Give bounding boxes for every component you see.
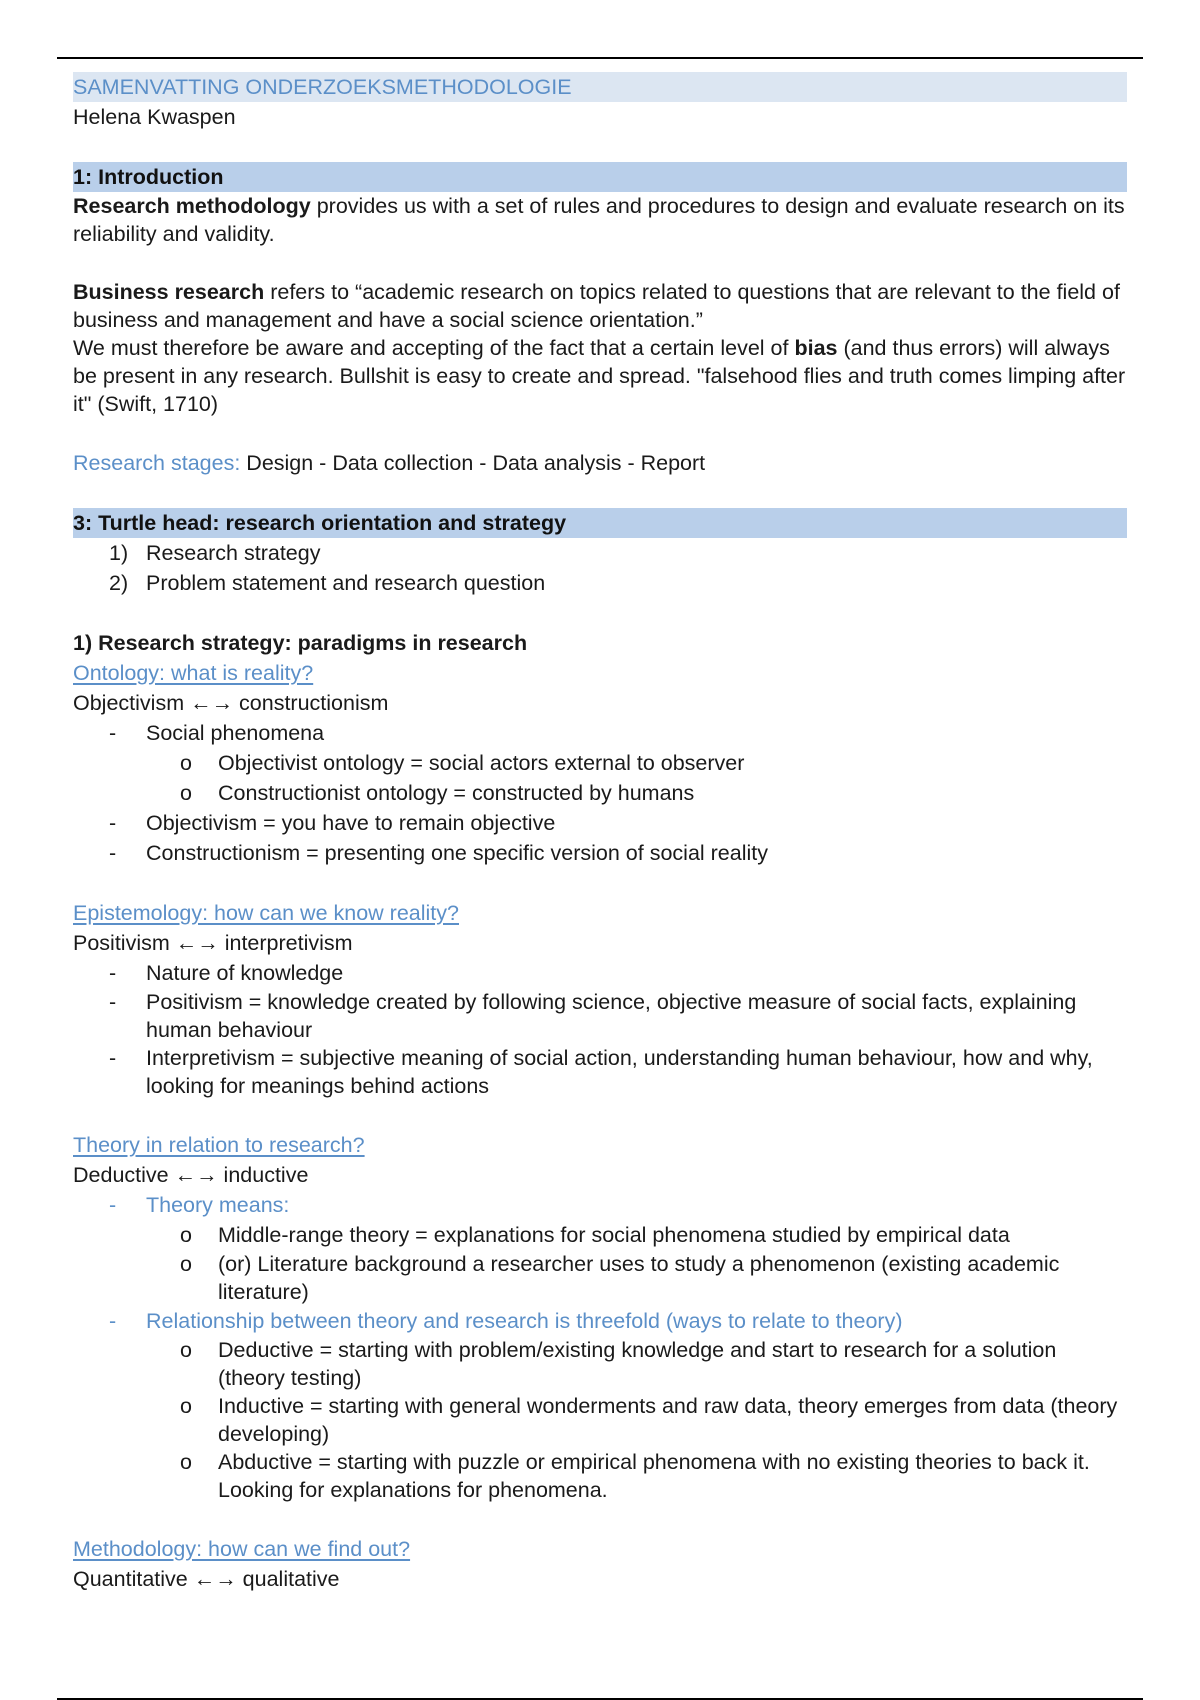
paragraph-research-methodology: Research methodology provides us with a set of rules and procedures to design and evaluate research on its reliability and validity.	[73, 194, 1125, 246]
list-item: o Middle-range theory = explanations for social phenomena studied by empirical data	[73, 1220, 1127, 1250]
list-item: - Objectivism = you have to remain objective	[73, 808, 1127, 838]
term-bias: bias	[794, 336, 838, 360]
list-item: - Interpretivism = subjective meaning of social action, understanding human behaviour, how and why, looking for meanings behind actions	[109, 1046, 1093, 1098]
list-item: 1) Research strategy	[109, 541, 321, 565]
research-stages-label: Research stages:	[73, 451, 241, 475]
dash-bullet: -	[109, 1193, 117, 1217]
link-epistemology[interactable]: Epistemology: how can we know reality?	[73, 901, 459, 925]
contrast-methodology: Quantitative ←→ qualitative	[73, 1567, 340, 1591]
circle-bullet: o	[180, 1223, 192, 1247]
list-item: o (or) Literature background a researcher uses to study a phenomenon (existing academic literature)	[180, 1252, 1060, 1304]
research-stages-value: Design - Data collection - Data analysis - Report	[240, 451, 706, 475]
list-item: o Deductive = starting with problem/existing knowledge and start to research for a solution (theory testing)	[180, 1338, 1057, 1390]
author-name: Helena Kwaspen	[73, 105, 236, 129]
link-ontology[interactable]: Ontology: what is reality?	[73, 661, 314, 685]
list-item: o Constructionist ontology = constructed by humans	[73, 778, 1127, 808]
list-item: - Positivism = knowledge created by following science, objective measure of social facts, explaining human behaviour	[109, 990, 1077, 1042]
research-stages	[73, 448, 1127, 478]
dash-bullet: -	[109, 990, 117, 1014]
link-methodology[interactable]: Methodology: how can we find out?	[73, 1537, 411, 1561]
term-research-methodology: Research methodology	[73, 194, 311, 218]
circle-bullet: o	[180, 1450, 192, 1474]
list-item: - Nature of knowledge	[73, 958, 1127, 988]
list-item: - Social phenomena	[73, 718, 1127, 748]
link-theory[interactable]: Theory in relation to research?	[73, 1133, 365, 1157]
circle-bullet: o	[180, 751, 192, 775]
dash-bullet: -	[109, 721, 117, 745]
document-title: SAMENVATTING ONDERZOEKSMETHODOLOGIE	[73, 72, 1127, 102]
list-item: - Constructionism = presenting one specific version of social reality	[73, 838, 1127, 868]
top-rule	[57, 57, 1143, 59]
list-item: o Objectivist ontology = social actors external to observer	[73, 748, 1127, 778]
contrast-epistemology: Positivism ←→ interpretivism	[73, 931, 353, 955]
dash-bullet: -	[109, 1046, 117, 1070]
dash-bullet: -	[109, 811, 117, 835]
list-item: - Theory means:	[73, 1190, 1127, 1220]
circle-bullet: o	[180, 781, 192, 805]
circle-bullet: o	[180, 1338, 192, 1362]
section-heading-turtle-head: 3: Turtle head: research orientation and strategy	[73, 508, 1127, 538]
list-item: o Abductive = starting with puzzle or empirical phenomena with no existing theories to back it. Looking for explanations for phenomena.	[180, 1450, 1090, 1502]
circle-bullet: o	[180, 1252, 192, 1276]
section-heading-introduction: 1: Introduction	[73, 162, 1127, 192]
document-body	[73, 72, 1127, 1594]
dash-bullet: -	[109, 1309, 117, 1333]
list-item: 2) Problem statement and research question	[109, 571, 546, 595]
subheading-research-strategy: 1) Research strategy: paradigms in research	[73, 631, 528, 655]
dash-bullet: -	[109, 841, 117, 865]
contrast-theory: Deductive ←→ inductive	[73, 1163, 309, 1187]
numbered-list	[73, 538, 1127, 598]
contrast-ontology: Objectivism ←→ constructionism	[73, 691, 389, 715]
dash-bullet: -	[109, 961, 117, 985]
paragraph-bias: We must therefore be aware and accepting of the fact that a certain level of bias (and thus errors) will always be present in any research. Bullshit is easy to create and spread. "falsehood flies and truth comes limping after it" (Swift, 1710)	[73, 336, 1126, 416]
list-item: - Relationship between theory and research is threefold (ways to relate to theory)	[73, 1306, 1127, 1336]
circle-bullet: o	[180, 1394, 192, 1418]
term-business-research: Business research	[73, 280, 265, 304]
list-item: o Inductive = starting with general wonderments and raw data, theory emerges from data (theory developing)	[180, 1394, 1118, 1446]
paragraph-business-research: Business research refers to “academic research on topics related to questions that are relevant to the field of business and management and have a social science orientation.”	[73, 280, 1120, 332]
